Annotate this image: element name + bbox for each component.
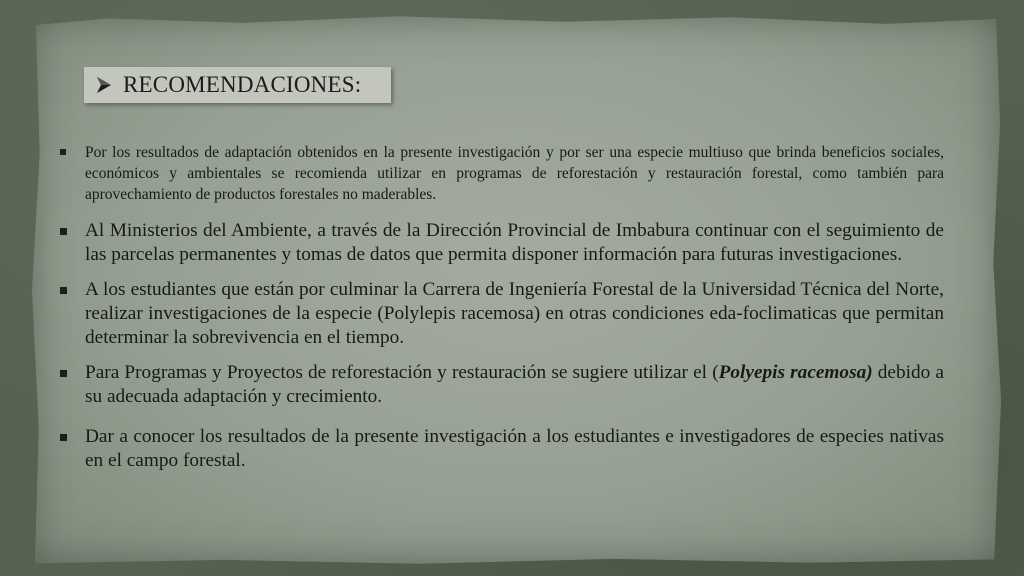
list-item <box>60 278 944 350</box>
square-bullet-icon <box>60 228 67 235</box>
list-item-text: Dar a conocer los resultados de la presente investigación a los estudiantes e investigadores de especies nativas en el campo forestal. <box>85 426 944 471</box>
list-item <box>60 219 944 267</box>
list-item <box>60 361 944 409</box>
square-bullet-icon <box>60 149 66 155</box>
heading-label: RECOMENDACIONES: <box>123 72 362 97</box>
section-heading <box>84 67 391 103</box>
square-bullet-icon <box>60 434 67 441</box>
list-item-text <box>85 361 944 409</box>
species-name-emphasis: Polyepis racemosa) <box>718 362 873 383</box>
list-item <box>60 425 944 473</box>
text-before: Para Programas y Proyectos de reforestación y restauración se sugiere utilizar el ( <box>85 362 719 383</box>
square-bullet-icon <box>60 370 67 377</box>
arrowhead-bullet-icon <box>93 74 115 96</box>
list-item-text: Al Ministerios del Ambiente, a través de la Dirección Provincial de Imbabura continuar con el seguimiento de las parcelas permanentes y tomas de datos que permita disponer información para futuras investigaciones. <box>85 220 944 265</box>
list-item-text: Por los resultados de adaptación obtenidos en la presente investigación y por ser una especie multiuso que brinda beneficios sociales, económicos y ambientales se recomienda utilizar en programas de reforestación y restauración forestal, como también para aprovechamiento de productos forestales no maderables. <box>85 144 944 203</box>
list-item-text: A los estudiantes que están por culminar la Carrera de Ingeniería Forestal de la Universidad Técnica del Norte, realizar investigaciones de la especie (Polylepis racemosa) en otras condiciones eda-foclimaticas que permitan determinar la sobrevivencia en el tiempo. <box>85 279 944 348</box>
square-bullet-icon <box>60 287 67 294</box>
recommendations-list <box>60 142 944 484</box>
text-after: debido a su adecuada adaptación y crecimiento. <box>85 362 944 407</box>
list-item <box>60 142 944 205</box>
